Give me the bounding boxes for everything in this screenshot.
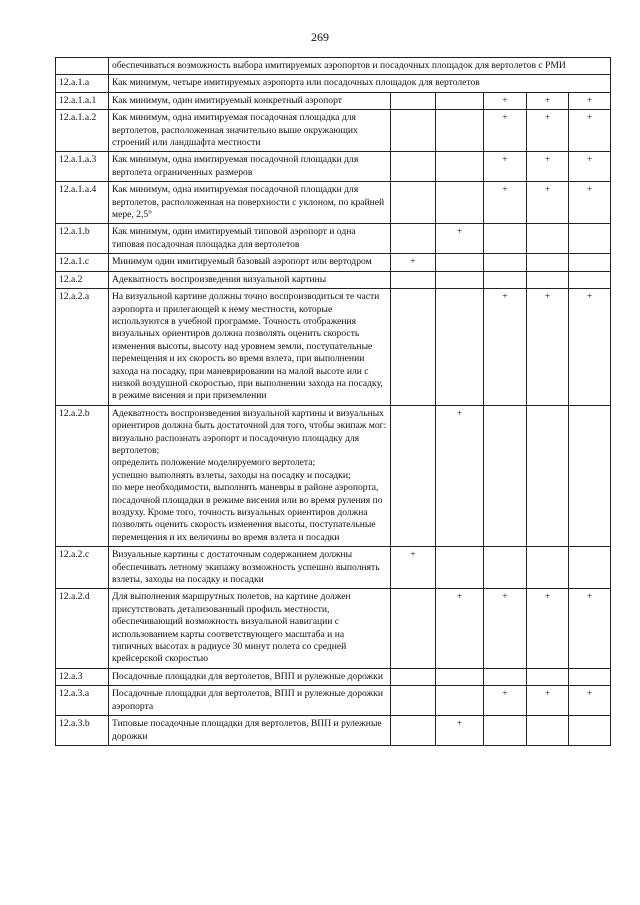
plus-mark: + [502, 112, 508, 124]
mark-cell [484, 686, 527, 716]
plus-mark: + [502, 94, 508, 106]
mark-cell [569, 152, 611, 182]
table-row [56, 224, 611, 254]
row-text: Как минимум, один имитируемый типовой аэропорт и одна типовая посадочная площадка для вертолетов [109, 224, 391, 254]
plus-mark: + [586, 591, 593, 603]
row-text: Адекватность воспроизведения визуальной картины [109, 271, 391, 288]
table-row [56, 289, 611, 406]
row-code: 12.a.3 [56, 668, 109, 685]
mark-cell [484, 405, 527, 546]
mark-cell [484, 716, 527, 746]
row-code: 12.a.1.a [56, 75, 109, 92]
mark-cell [527, 289, 569, 406]
mark-cell [569, 668, 611, 685]
intro-text: обеспечиваться возможность выбора имитируемых аэропортов и посадочных площадок для вертолетов с РМИ [109, 58, 611, 75]
row-code: 12.a.1.a.4 [56, 182, 109, 224]
plus-mark: + [544, 112, 551, 124]
mark-cell [391, 254, 436, 271]
plus-mark: + [502, 591, 508, 603]
row-text: Посадочные площадки для вертолетов, ВПП и рулежные дорожки аэропорта [109, 686, 391, 716]
mark-cell [436, 405, 484, 546]
plus-mark: + [456, 591, 463, 603]
mark-cell [527, 547, 569, 589]
mark-cell [527, 271, 569, 288]
mark-cell [569, 405, 611, 546]
mark-cell [391, 152, 436, 182]
row-code: 12.a.3.b [56, 716, 109, 746]
row-code: 12.a.1.a.2 [56, 110, 109, 152]
table-row [56, 271, 611, 288]
mark-cell [391, 589, 436, 668]
mark-cell [527, 92, 569, 109]
mark-cell [436, 92, 484, 109]
table-row [56, 152, 611, 182]
row-text: Типовые посадочные площадки для вертолетов, ВПП и рулежные дорожки [109, 716, 391, 746]
mark-cell [391, 110, 436, 152]
plus-mark: + [586, 688, 593, 700]
mark-cell [436, 589, 484, 668]
mark-cell [436, 716, 484, 746]
table-row [56, 110, 611, 152]
plus-mark: + [544, 94, 551, 106]
plus-mark: + [586, 94, 593, 106]
requirements-table [55, 57, 611, 746]
mark-cell [391, 182, 436, 224]
mark-cell [527, 254, 569, 271]
mark-cell [436, 686, 484, 716]
table-row [56, 405, 611, 546]
row-code: 12.a.2 [56, 271, 109, 288]
row-text: На визуальной картине должны точно воспроизводиться те части аэропорта и прилегающей к нему местности, которые используются в учебной программе. Точность отображения визуальных ориентиров должна позволять оценить скорость изменения высоты, высоту над уровнем земли, поступательные перемещения и их скорость во время взлета, при выполнении захода на посадку, при маневрировании на малой высоте или с низкой воздушной скоростью, при выполнении захода на посадку, в режиме висения и при приземлении [109, 289, 391, 406]
mark-cell [484, 271, 527, 288]
mark-cell [527, 405, 569, 546]
mark-cell [527, 668, 569, 685]
mark-cell [436, 224, 484, 254]
mark-cell [484, 110, 527, 152]
row-text: Как минимум, одна имитируемая посадочной площадки для вертолетов, расположенная на поверхности с уклоном, по крайней мере, 2,5° [109, 182, 391, 224]
plus-mark: + [502, 184, 508, 196]
intro-code-cell [56, 58, 109, 75]
mark-cell [391, 668, 436, 685]
row-text: Адекватность воспроизведения визуальной картины и визуальных ориентиров должна быть достаточной для того, чтобы экипаж мог: визуально распознать аэропорт и посадочную площадку для вертолетов; определить положение моделируемого вертолета; успешно выполнять взлеты, заходы на посадку и посадки; по мере необходимости, выполнять маневры в районе аэропорта, посадочной площадки в режиме висения или во время руления по воздуху. Кроме того, точность визуальных ориентиров должна позволять оценить скорость изменения высоты, поступательные перемещения и их величины во время взлета и посадки [109, 405, 391, 546]
table-row [56, 589, 611, 668]
mark-cell [527, 716, 569, 746]
mark-cell [436, 110, 484, 152]
row-code: 12.a.1.b [56, 224, 109, 254]
mark-cell [569, 589, 611, 668]
intro-row [56, 58, 611, 75]
plus-mark: + [456, 226, 463, 238]
table-row [56, 92, 611, 109]
mark-cell [569, 271, 611, 288]
mark-cell [436, 289, 484, 406]
row-text: Как минимум, одна имитируемая посадочная площадка для вертолетов, расположенная значительно выше окружающих строений или ландшафта местности [109, 110, 391, 152]
row-code: 12.a.1.c [56, 254, 109, 271]
mark-cell [436, 182, 484, 224]
plus-mark: + [544, 591, 551, 603]
mark-cell [569, 224, 611, 254]
plus-mark: + [410, 549, 416, 561]
plus-mark: + [586, 154, 593, 166]
table-row [56, 716, 611, 746]
mark-cell [484, 152, 527, 182]
mark-cell [436, 271, 484, 288]
mark-cell [569, 686, 611, 716]
row-code: 12.a.1.a.1 [56, 92, 109, 109]
plus-mark: + [456, 407, 463, 419]
mark-cell [391, 224, 436, 254]
mark-cell [391, 92, 436, 109]
mark-cell [527, 152, 569, 182]
mark-cell [484, 182, 527, 224]
page-number: 269 [311, 30, 329, 44]
table-row [56, 75, 611, 92]
mark-cell [391, 716, 436, 746]
row-code: 12.a.2.b [56, 405, 109, 546]
mark-cell [391, 271, 436, 288]
plus-mark: + [502, 688, 508, 700]
mark-cell [436, 547, 484, 589]
mark-cell [484, 92, 527, 109]
plus-mark: + [410, 256, 416, 268]
mark-cell [569, 254, 611, 271]
mark-cell [569, 547, 611, 589]
mark-cell [569, 110, 611, 152]
table-row [56, 547, 611, 589]
mark-cell [484, 668, 527, 685]
mark-cell [391, 686, 436, 716]
plus-mark: + [502, 154, 508, 166]
mark-cell [527, 110, 569, 152]
plus-mark: + [544, 154, 551, 166]
mark-cell [391, 547, 436, 589]
plus-mark: + [544, 688, 551, 700]
row-text: Для выполнения маршрутных полетов, на картине должен присутствовать детализованный профиль местности, обеспечивающий возможность визуальной навигации с использованием карты соответствующего масштаба и на типичных высотах в радиусе 30 минут полета со средней крейсерской скоростью [109, 589, 391, 668]
mark-cell [436, 152, 484, 182]
row-text: Как минимум, один имитируемый конкретный аэропорт [109, 92, 391, 109]
row-text: Посадочные площадки для вертолетов, ВПП и рулежные дорожки [109, 668, 391, 685]
mark-cell [484, 289, 527, 406]
mark-cell [569, 716, 611, 746]
mark-cell [569, 289, 611, 406]
row-code: 12.a.1.a.3 [56, 152, 109, 182]
mark-cell [436, 668, 484, 685]
mark-cell [484, 547, 527, 589]
table-row [56, 182, 611, 224]
mark-cell [484, 589, 527, 668]
mark-cell [391, 289, 436, 406]
row-code: 12.a.2.c [56, 547, 109, 589]
plus-mark: + [544, 184, 551, 196]
plus-mark: + [586, 184, 593, 196]
plus-mark: + [586, 112, 593, 124]
mark-cell [436, 254, 484, 271]
plus-mark: + [586, 291, 593, 303]
row-code: 12.a.2.a [56, 289, 109, 406]
table-row [56, 668, 611, 685]
mark-cell [484, 254, 527, 271]
mark-cell [569, 92, 611, 109]
mark-cell [527, 182, 569, 224]
table-row [56, 254, 611, 271]
row-text: Визуальные картины с достаточным содержанием должны обеспечивать летному экипажу возможность успешно выполнять взлеты, заходы на посадку и посадки [109, 547, 391, 589]
row-text: Как минимум, четыре имитируемых аэропорта или посадочных площадок для вертолетов [109, 75, 611, 92]
plus-mark: + [456, 718, 463, 730]
plus-mark: + [544, 291, 551, 303]
row-text: Как минимум, одна имитируемая посадочной площадки для вертолета ограниченных размеров [109, 152, 391, 182]
mark-cell [484, 224, 527, 254]
plus-mark: + [502, 291, 508, 303]
mark-cell [527, 224, 569, 254]
row-code: 12.a.3.a [56, 686, 109, 716]
mark-cell [569, 182, 611, 224]
table-row [56, 686, 611, 716]
row-text: Минимум один имитируемый базовый аэропорт или вертодром [109, 254, 391, 271]
mark-cell [527, 686, 569, 716]
row-code: 12.a.2.d [56, 589, 109, 668]
mark-cell [527, 589, 569, 668]
mark-cell [391, 405, 436, 546]
